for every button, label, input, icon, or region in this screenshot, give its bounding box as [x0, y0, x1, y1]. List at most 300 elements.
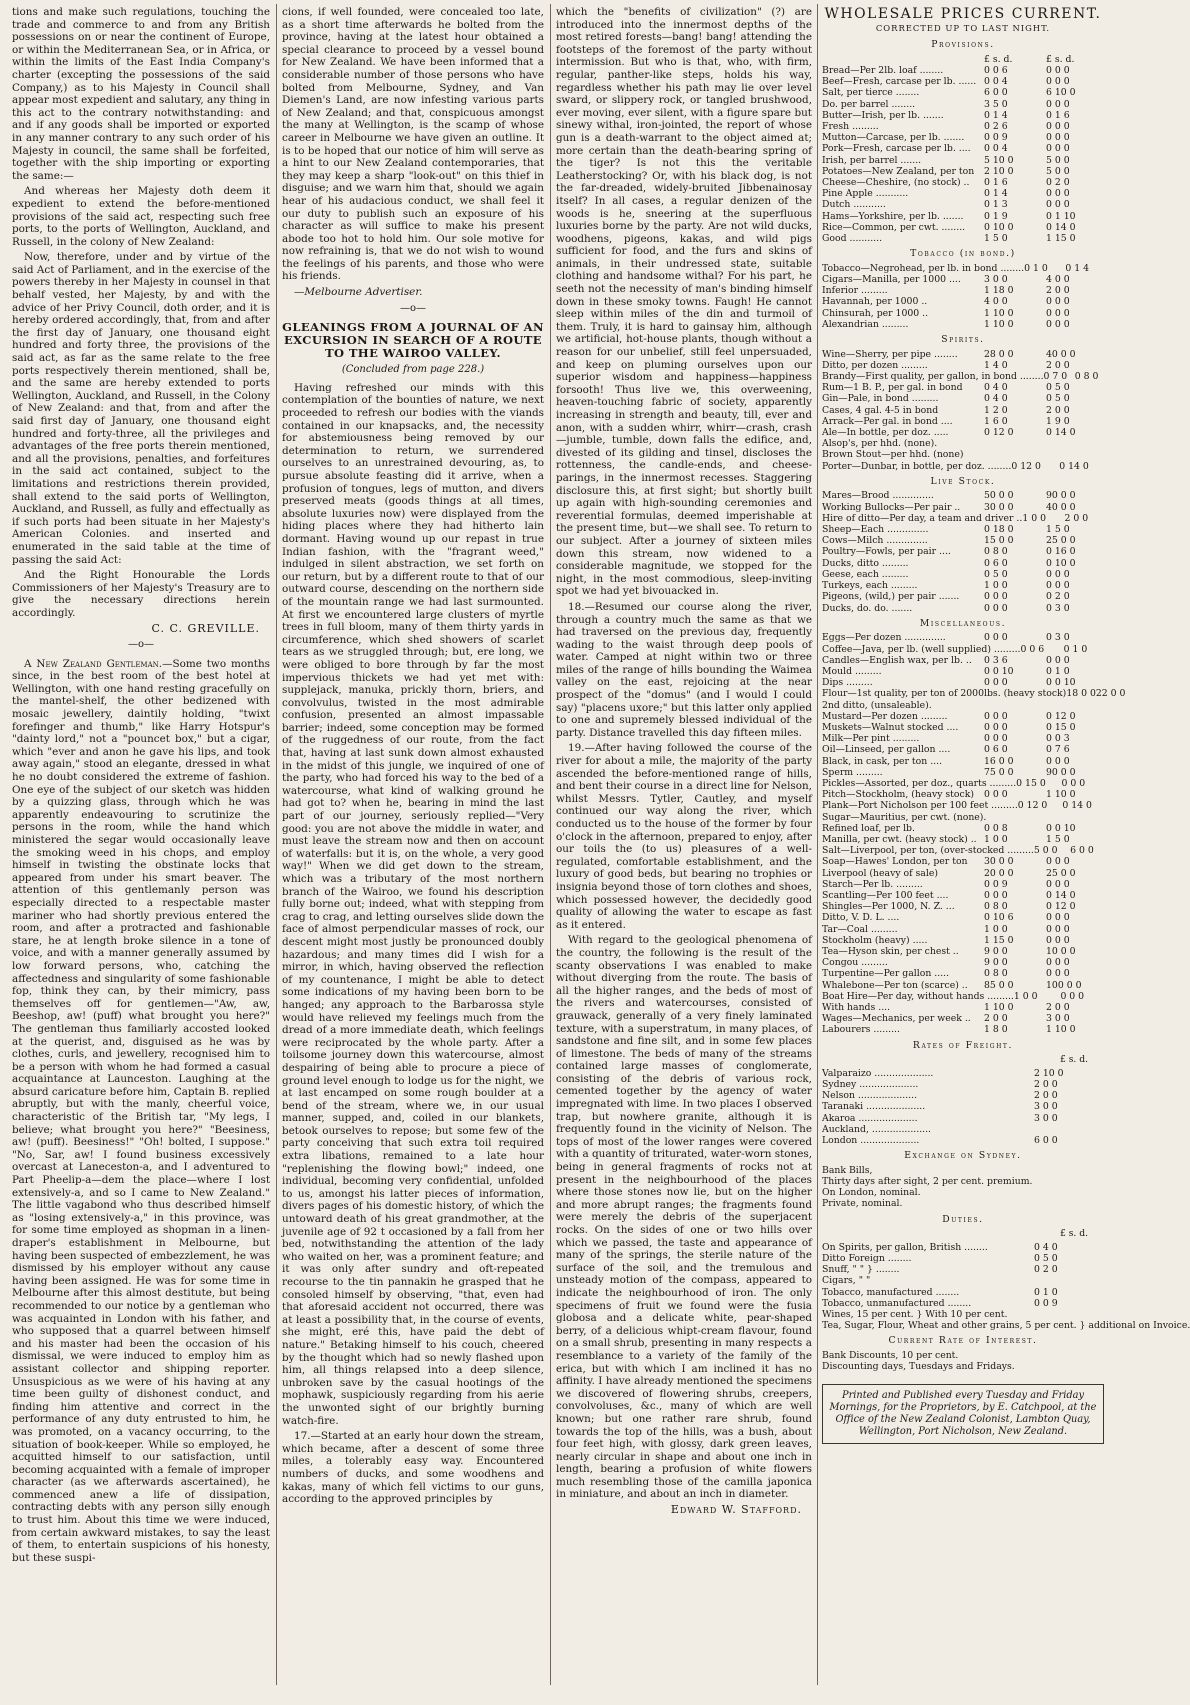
price-value: 0 0 0 — [1046, 143, 1070, 155]
article-body: —Some two months since, in the best room of the best hotel at Wellington, with one hand resting gracefully on the mantel-shelf, the other bedizened with mosaic jewellery, daintily holding, "twixt forefinger and thumb," like Harry Hotspur's "dainty lord," not a "pouncet box," but a cigar, which "ever and anon he gave his lips, and took away again," stood an elegante, dressed in what he no doubt considered the extreme of fashion. One eye of the subject of our sketch was hidden by a quizzing glass, through which he was apparently endeavouring to scrutinize the persons in the room, while the hand which ministered the segar would occasionally leave the smoking weed in his chops, and employ himself in twisting the obstinate locks that appeared from under his smart beaver. The attention of this gentlemanly person was especially directed to a respectable master mariner who had shortly previous entered the room, and after a protracted and fashionable stare, he at length broke silence in a tone of voice, and with a manner generally assumed by low forward persons, who, catching the affectedness and singularity of some fashionable fop, think they can, by their mimicry, pass themselves off for gentlemen—"Aw, aw, Beeshop, aw! (puff) what brought you here?" The gentleman thus familiarly accosted looked at the querist, and, disguised as he was by clothes, curls, and jewellery, recognised him to be a person with whom he had formed a casual acquaintance at Launceston. Laughing at the absurd caricature before him, Captain B. replied abruptly, but with the manly, cheerful voice, characteristic of the British tar, "My legs, I believe; what brought you here?" "Beesiness, aw! (puff). Beesiness!" "Oh! bolted, I suppose." "No, Sar, aw! I found business excessively overcast at Laneceston-a, and I adventured to Part Pheelip-a—dem the place—where I lost extensively-a, and so I came to New Zealand." The little vagabond who thus described himself as "losing extensively-a," in this province, was for some time employed as shopman in a linen-draper's establishment in Melbourne, but having been suspected of embezzlement, he was dismissed by his employer without any cause having been assigned. He was for some time in Melbourne after this almost destitute, but being recommended to our notice by a gentleman who was acquainted in London with his father, and who supposed that a quarrel between himself and his master had been the occasion of his dismissal, we were induced to employ him as assistant collector and shipping reporter. Unsuspicious as we were of his having at any time been guilty of dishonest conduct, and finding him attentive and correct in the performance of any duty entrusted to him, he was promoted, on a vacancy occurring, to the situation of book-keeper. While so employed, he acquitted himself to our satisfaction, until becoming acquainted with a female of improper character (as we afterwards ascertained), he commenced anew a life of dissipation, contracting debts with any person silly enough to trust him. About this time we were induced, from certain awkward mistakes, to say the least of them, to entertain suspicions of his honesty, but these suspi- — [12, 657, 270, 1564]
price-value: 1 5 0 — [1046, 833, 1070, 845]
price-label: Ditto Foreign ........ — [822, 1253, 912, 1265]
price-value: 0 0 0 — [1046, 923, 1070, 935]
price-value: 0 15 0 — [1016, 777, 1046, 789]
info-line: On London, nominal. — [822, 1187, 921, 1199]
price-label: Gin—Pale, in bond ......... — [822, 393, 939, 405]
price-value: 6 0 0 — [984, 87, 1008, 99]
price-value: 2 0 0 — [1034, 1079, 1058, 1090]
price-label: Rice—Common, per cwt. ........ — [822, 221, 966, 233]
price-label: Bread—Per 2lb. loaf ........ — [822, 64, 944, 76]
price-row — [822, 1013, 1104, 1024]
price-value: 0 0 0 — [1046, 934, 1070, 946]
price-label: Milk—Per pint ......... — [822, 733, 920, 745]
price-label: Butter—Irish, per lb. ....... — [822, 109, 944, 121]
article-new-zealand-gentleman — [12, 658, 270, 1565]
price-row — [822, 319, 1104, 330]
price-row — [822, 666, 1104, 677]
price-row — [822, 490, 1104, 501]
price-value: 0 3 0 — [1046, 602, 1070, 614]
info-line: Bank Bills, — [822, 1164, 873, 1176]
price-value: 30 0 0 — [984, 856, 1014, 868]
journal-paragraph: 17.—Started at an early hour down the stream, which became, after a descent of some three miles, a tolerably easy way. Encountered numbers of ducks, and some woodhens and kakas, many of which fell victims to our guns, according to the approved principles by — [282, 1430, 544, 1506]
price-row — [822, 991, 1104, 1002]
price-value: 0 3 0 — [1046, 632, 1070, 644]
price-value: 0 6 0 — [984, 744, 1008, 756]
price-row — [822, 308, 1104, 319]
column-rule — [550, 4, 551, 1685]
price-value: 1 9 0 — [1046, 415, 1070, 427]
price-value: 0 0 0 — [1046, 64, 1070, 76]
price-value: 0 0 0 — [1046, 307, 1070, 319]
freight-heading: Rates of Freight. — [912, 1039, 1014, 1051]
price-value: 100 0 0 — [1046, 979, 1082, 991]
price-value: 0 0 0 — [1046, 318, 1070, 330]
price-value: 0 5 0 — [1046, 382, 1070, 394]
price-value: 40 0 0 — [1046, 348, 1076, 360]
signature: Edward W. Stafford. — [670, 1503, 802, 1517]
column-3 — [556, 6, 812, 1675]
price-value — [984, 449, 1046, 460]
price-value: 0 5 0 — [1046, 393, 1070, 405]
price-row — [822, 502, 1104, 513]
price-value: 0 0 9 — [984, 878, 1008, 890]
info-line: Thirty days after sight, 2 per cent. premium. — [822, 1176, 1033, 1188]
price-value: 5 10 0 — [984, 154, 1014, 166]
price-value: 0 0 0 — [984, 710, 1008, 722]
signature: C. C. GREVILLE. — [151, 621, 260, 635]
price-value: 1 15 0 — [984, 934, 1014, 946]
price-value: 0 1 4 — [1065, 262, 1090, 274]
price-column-header — [822, 54, 1104, 65]
price-value: 1 0 0 — [984, 833, 1008, 845]
price-value: 0 12 0 — [1011, 460, 1041, 472]
price-value: 0 14 0 — [1059, 460, 1089, 472]
price-row — [822, 733, 1104, 744]
price-value: 0 0 3 — [1046, 733, 1070, 745]
price-label: Oil—Linseed, per gallon .... — [822, 744, 951, 756]
price-label: Ditto, per dozen ......... — [822, 359, 928, 371]
price-value — [984, 700, 1046, 711]
price-row — [822, 834, 1104, 845]
journal-paragraph: which the "benefits of civilization" (?) are introduced into the innermost depths of the most retired forests—bang! bang! attending the footsteps of the foremost of the party without intermission. But who is that, who, with firm, regular, panther-like steps, holds his way, regardless whether his path may lie over level sward, or slippery rock, or tangled brushwood, ever moving, ever silent, with a figure spare but sinewy withal, iron-jointed, the report of whose gun is a death-warrant to the object aimed at; more certain than the death-bearing spring of the tiger? Is not this the veritable Leatherstocking? Or, with his black dog, is not the far-dreaded, widely-bruited Jibbenainosay itself? In all cases, a regular denizen of the woods is he, sneering at the superfluous luxuries borne by the party. Are not wild ducks, woodhens, pigeons, kakas, and wild pigs sufficient for food, and the furs and skins of animals, in their undressed state, suitable clothing and handsome withal? For his part, he seeth not the necessity of man's binding himself down in these smoky towns. Faugh! He cannot sleep within miles of the din and turmoil of them. Truly, it is hard to gainsay him, although we artificial, hot-house plants, though without a reason for our unbelief, still feel unpersuaded, and keep on pluming ourselves upon our superior wisdom and happiness—happiness forsooth! Thus live we, this overweening, heaven-touching fabric of society, apparently increasing in strength and beauty, till, ever and anon, with a sudden whirr, whirr—crash, crash—jumble, tumble, down falls the edifice, and, divested of its gilding and tinsel, discloses the rottenness, the candle-ends, and cheese-parings, in the innermost recesses. Staggering disclosure this, at first sight; but shortly built up again with high-sounding ceremonies and reverential formulas, deemed imperishable at the present time, but—we shall see. To return to our subject. After a journey of sixteen miles down this stream, now widened to a considerable magnitude, we stopped for the night, in the most commodious, sleep-inviting spot we had yet bivouacked in. — [556, 6, 812, 598]
article-heading: GLEANINGS FROM A JOURNAL OF AN EXCURSION IN SEARCH OF A ROUTE TO THE WAIROO VALLEY. — [282, 320, 544, 361]
price-label: Mutton—Carcase, per lb. ....... — [822, 132, 965, 144]
price-value: 1 2 0 — [984, 404, 1008, 416]
price-value: 0 15 0 — [1046, 721, 1076, 733]
price-value — [1046, 449, 1104, 460]
article-continuation: cions, if well founded, were concealed too late, as a short time afterwards he bolted from the province, having at the latest hour obtained a special clearance to proceed by a vessel bound for New Zealand. We have been informed that a considerable number of those persons who have bolted from Melbourne, Sydney, and Van Diemen's Land, are now infesting various parts of New Zealand; and that, conspicuous amongst the many at Wellington, is the scamp of whose career in Melbourne we have given an outline. It is to be hoped that our notice of him will serve as a hint to our New Zealand contemporaries, that they may keep a sharp "look-out" on this thief in disguise; and we warn him that, should we again hear of his audacious conduct, we shall feel it our duty to publish such an exposure of his character as will suffice to make his present abode too hot to hold him. Our sole motive for now refraining is, that we do not wish to wound the feelings of his parents, and those who were his friends. — [282, 6, 544, 283]
price-row — [822, 1320, 1190, 1332]
price-value: 0 0 0 — [984, 789, 1008, 801]
price-value: 2 0 0 — [1064, 512, 1089, 524]
price-label: Valparaizo .................... — [822, 1067, 934, 1079]
price-row — [822, 1068, 1104, 1079]
price-value: 0 12 0 — [1046, 710, 1076, 722]
price-value: 0 3 6 — [984, 654, 1008, 666]
price-label: Plank—Port Nicholson per 100 feet ......... — [822, 800, 1018, 812]
price-value: 4 0 0 — [1046, 274, 1070, 286]
price-value: 1 15 0 — [1046, 233, 1076, 245]
price-label: Hams—Yorkshire, per lb. ....... — [822, 210, 964, 222]
price-label: Dips ......... — [822, 677, 873, 689]
prices-subtitle: CORRECTED UP TO LAST NIGHT. — [875, 22, 1051, 33]
price-value: 2 10 0 — [1034, 1067, 1064, 1079]
exchange-list — [822, 1165, 1104, 1210]
price-row — [822, 524, 1104, 535]
price-label: Cigars—Manilla, per 1000 .... — [822, 274, 961, 286]
price-row — [822, 110, 1104, 121]
prices-title: WHOLESALE PRICES CURRENT. — [824, 6, 1102, 22]
price-value: 20 0 0 — [984, 867, 1014, 879]
price-row — [822, 655, 1104, 666]
price-row — [822, 935, 1104, 946]
price-value: 2 0 0 — [1046, 1002, 1070, 1013]
price-value: 16 0 0 — [984, 755, 1014, 767]
price-row — [822, 1079, 1104, 1090]
price-value: 0 0 0 — [1046, 878, 1070, 890]
price-value: 15 0 0 — [984, 535, 1014, 547]
price-value: 0 0 0 — [1046, 912, 1070, 924]
price-value: 0 14 0 — [1046, 889, 1076, 901]
price-label: Ducks, do. do. ....... — [822, 602, 913, 614]
duties-header: £ s. d. — [1059, 1228, 1089, 1240]
price-row — [822, 1242, 1104, 1253]
price-value: 0 0 0 — [1046, 580, 1070, 592]
price-label: Candles—English wax, per lb. .. — [822, 654, 972, 666]
price-row — [822, 461, 1104, 472]
price-label: Eggs—Per dozen .............. — [822, 632, 946, 644]
price-label: Boat Hire—Per day, without hands ......... — [822, 990, 1014, 1002]
price-row — [822, 546, 1104, 557]
price-label: Working Bullocks—Per pair .. — [822, 501, 961, 513]
price-label: Mustard—Per dozen ......... — [822, 710, 948, 722]
price-row — [822, 688, 1126, 700]
price-label: Alexandrian ......... — [822, 318, 909, 330]
price-value: 1 6 0 — [984, 415, 1008, 427]
price-row — [822, 1253, 1104, 1264]
price-row — [822, 427, 1104, 438]
price-value: 40 0 0 — [1046, 501, 1076, 513]
article-subheading: (Concluded from page 228.) — [341, 364, 485, 376]
info-line: Private, nominal. — [822, 1198, 903, 1210]
section-ornament: —o— — [127, 639, 155, 651]
price-row — [822, 211, 1104, 222]
journal-paragraph: Having refreshed our minds with this contemplation of the bounties of nature, we next proceeded to refresh our bodies with the viands contained in our knapsacks, and, the necessity for abstemiousness being removed by our determination to return, we surrendered ourselves to an unrestrained devouring, as, to pursue absolute feasting did it arrive, when a profusion of tongues, legs of mutton, and divers preserved meats (goods things at all times, absolute luxuries now) were displayed from the hiding places where they had hitherto lain dormant. Having wound up our repast in true Indian fashion, with the "fragrant weed," indulged in silent abstraction, we set forth on our return, but by a different route to that of our outward course, descending on the northern side of the mountain range we had last surmounted. At first we encountered large clusters of myrtle trees in full bloom, many of them thirty yards in circumference, which shed showers of scarlet tears as we struggled through; but, ere long, we were obliged to bore through by far the most impervious thickets we had yet met with: supplejack, manuka, prickly thorn, briers, and convolvulus, twisted in the most admirable confusion, presented an almost impassable barrier; indeed, some conception may be formed of the ruggedness of our route, from the fact that, having at last sunk down almost exhausted in the midst of this jungle, we inquired of one of the party, who had forced his way to the bed of a watercourse, what kind of walking ground he had got to? when he, bearing in mind the last part of our journey, seriously replied—"Very good: you are not above the middle in water, and must leave the stream now and then on account of waterfalls: but it is, on the whole, a very good way!" When we did get down to the stream, which was a tributary of the most northern branch of the Wairoo, we found his description fully borne out; indeed, what with stepping from crag to crag, and letting ourselves slide down the face of almost perpendicular masses of rock, our descent might most justly be pronounced doubly hazardous; and many times did I wish for a mirror, in which, having observed the reflection of my countenance, I might be able to detect some indications of my having been born to be hanged; any approach to the Barbarossa style would have relieved my feelings much from the dread of a more immediate death, which feelings were reciprocated by the whole party. After a toilsome journey down this watercourse, almost despairing of being able to procure a piece of ground level enough to lodge us for the night, we at last encamped on some rough boulder at a bend of the stream, where we, in our usual manner, supped, and, coiled in our blankets, betook ourselves to repose; but some few of the party conceiving that such extra toil required extra libations, remained to a late hour "replenishing the flowing bowl;" indeed, one individual, becoming very confidential, unfolded to us, amongst his latter pieces of information, divers pages of his domestic history, of which the untoward death of his great grandmother, at the juvenile age of 92 t occasioned by a fall from her bed, notwithstanding the attention of the lady who waited on her, was a prominent feature; and it was only after sundry and oft-repeated recourse to the tin pannakin he grasped that he consoled himself by observing, "that, even had that aforesaid accident not occurred, there was at least a possibility that, in the course of events, she might, eré this, have paid the debt of nature." Betaking himself to his couch, cheered by the thought which had so newly flashed upon him, all things relapsed into a deep silence, unbroken save by the casual hootings of the mophawk, suspiciously regarding from his aerie the unwonted sight of our brightly burning watch-fire. — [282, 381, 544, 1427]
price-label: Cases, 4 gal. 4-5 in bond — [822, 404, 939, 416]
price-label: Akaroa .................... — [822, 1112, 918, 1124]
price-value: 1 10 0 — [1046, 1024, 1076, 1036]
price-value: 0 1 0 — [1063, 643, 1088, 655]
price-label: Fresh ......... — [822, 121, 879, 132]
price-value: 0 0 0 — [1046, 76, 1070, 88]
price-row — [822, 558, 1104, 569]
price-label: Tea, Sugar, Flour, Wheat and other grains, 5 per cent. } additional on Invoice. — [822, 1320, 1190, 1332]
price-label: Nelson .................... — [822, 1090, 918, 1102]
price-row — [822, 274, 1104, 285]
price-value: 0 1 0 — [1034, 1286, 1058, 1298]
price-label: Brown Stout—per hhd. (none) — [822, 449, 964, 461]
price-row — [822, 121, 1104, 132]
article-lead: A New Zealand Gentleman. — [24, 657, 163, 670]
interest-list — [822, 1350, 1104, 1372]
act-paragraph: And whereas her Majesty doth deem it expedient to extend the before-mentioned provisions of the said act, respecting such free ports, to the ports of Wellington, Auckland, and Russell, in the colony of New Zealand: — [12, 185, 270, 248]
price-label: Pigeons, (wild,) per pair ....... — [822, 591, 960, 603]
price-value: 25 0 0 — [1046, 535, 1076, 547]
price-row — [822, 980, 1104, 991]
price-value: 0 1 4 — [984, 188, 1008, 200]
price-value: 2 0 0 — [1046, 404, 1070, 416]
price-value: 0 0 10 — [1046, 677, 1076, 689]
price-value: 0 14 0 — [1062, 800, 1092, 812]
exchange-heading: Exchange on Sydney. — [904, 1150, 1022, 1162]
act-paragraph: tions and make such regulations, touching the trade and commerce to and from any British possessions on or near the continent of Europe, or within the Mediterranean Sea, or in Africa, or within the limits of the East India Company's charter (excepting the possessions of the said Company,) as to his Majesty in Council shall appear most expedient and salutary, any thing in this act to the contrary notwithstanding: and and if any goods shall be imported or exported in any manner contrary to any such order of his Majesty in council, the same shall be forfeited, together with the ship importing or exporting the same:— — [12, 6, 270, 182]
price-label: London .................... — [822, 1135, 920, 1147]
price-value: 0 0 0 — [1046, 98, 1070, 110]
price-label: Turkeys, each ......... — [822, 580, 918, 592]
price-value: 2 0 0 — [1046, 359, 1070, 371]
price-label: Pitch—Stockholm, (heavy stock) — [822, 789, 974, 801]
freight-header: £ s. d. — [1059, 1054, 1089, 1066]
price-label: Manilla, per cwt. (heavy stock) .. — [822, 833, 977, 845]
price-row — [822, 569, 1104, 580]
prices-current-column — [822, 6, 1190, 1675]
price-label: Ditto, V. D. L. .... — [822, 912, 900, 924]
price-row — [822, 65, 1104, 76]
act-paragraph: Now, therefore, under and by virtue of the said Act of Parliament, and in the exercise of the powers thereby in her Majesty in counsel in that behalf vested, her Majesty, by and with the advice of her Privy Council, doth order, and it is hereby ordered accordingly, that, from and after the first day of January, one thousand eight hundred and forty three, the provisions of the said act, as far as the same relate to the free ports respectively therein mentioned, shall be, and the same are hereby extended to ports Wellington, Auckland, and Russell, in the Colony of New Zealand: and that, from and after the said first day of January, one thousand eight hundred and forty-three, all the privileges and advantages of the free ports therein mentioned, and all the provisions, penalties, and forfeitures in the said act contained, subject to the limitations and restrictions therein provided, shall extend to the said ports of Wellington, Auckland, and Russell, as fully and effectually as if such ports had been situate in her Majesty's American Colonies. and inserted and enumerated in the said table at the time of passing the said Act: — [12, 251, 270, 566]
price-value: 0 2 0 — [1046, 591, 1070, 603]
price-row — [822, 1275, 1104, 1286]
price-row — [822, 188, 1104, 199]
duties-table — [822, 1241, 1190, 1332]
price-label: Refined loaf, per lb. — [822, 822, 915, 834]
price-label: Ducks, ditto ......... — [822, 557, 909, 569]
price-value: 0 2 0 — [1046, 177, 1070, 189]
price-row — [822, 946, 1104, 957]
price-value: 3 0 0 — [1034, 1112, 1058, 1124]
price-value: 0 5 0 — [1034, 1253, 1058, 1265]
price-value — [1034, 1124, 1104, 1135]
price-row — [822, 233, 1104, 244]
price-label: Whalebone—Per ton (scarce) .. — [822, 979, 968, 991]
price-label: Havannah, per 1000 .. — [822, 296, 928, 308]
price-value: 0 0 10 — [984, 665, 1014, 677]
price-label: Tea—Hyson skin, per chest .. — [822, 945, 959, 957]
price-value: 22 0 0 — [1095, 688, 1126, 700]
price-value: 0 0 0 — [1046, 121, 1070, 132]
price-row — [822, 1264, 1104, 1275]
price-value: 1 18 0 — [984, 285, 1014, 297]
price-row — [822, 296, 1104, 307]
price-label: Black, in cask, per ton .... — [822, 755, 943, 767]
section-ornament: —o— — [399, 302, 427, 314]
price-section-heading: Live Stock. — [930, 475, 996, 487]
price-label: Shingles—Per 1000, N. Z. ... — [822, 901, 955, 913]
price-value: 0 8 0 — [984, 546, 1008, 558]
price-label: Pork—Fresh, carcase per lb. .... — [822, 143, 971, 155]
price-value: 0 0 0 — [1046, 654, 1070, 666]
price-label: With hands .... — [822, 1002, 891, 1013]
price-value: 0 1 6 — [984, 177, 1008, 189]
price-row — [822, 1135, 1104, 1146]
price-value — [1047, 812, 1104, 823]
price-label: Geese, each ......... — [822, 568, 909, 580]
price-section-heading: Miscellaneous. — [919, 617, 1007, 629]
price-value: 0 0 0 — [1046, 132, 1070, 144]
price-row — [822, 812, 1104, 823]
price-value: 0 5 0 — [984, 568, 1008, 580]
price-value: 0 10 6 — [984, 912, 1014, 924]
price-value: 0 0 0 — [984, 591, 1008, 603]
price-value: 0 0 0 — [1046, 296, 1070, 308]
price-value: 18 0 0 — [1066, 688, 1096, 700]
price-value: 0 0 4 — [984, 143, 1008, 155]
price-value: 50 0 0 — [984, 490, 1014, 502]
price-value: 0 2 6 — [984, 121, 1008, 132]
price-label: Alsop's, per hhd. (none). — [822, 438, 938, 450]
price-value: 75 0 0 — [984, 766, 1014, 778]
price-row — [822, 711, 1104, 722]
price-row — [822, 700, 1104, 711]
price-row — [822, 222, 1104, 233]
price-row — [822, 199, 1104, 210]
price-value: 0 14 0 — [1046, 427, 1076, 439]
price-row — [822, 1298, 1104, 1309]
price-row — [822, 1024, 1104, 1035]
price-row — [822, 823, 1104, 834]
price-value: 0 16 0 — [1046, 546, 1076, 558]
price-row — [822, 438, 1104, 449]
price-row — [822, 99, 1104, 110]
price-value: 2 10 0 — [984, 165, 1014, 177]
journal-paragraph: With regard to the geological phenomena of the country, the following is the result of the scanty observations I was enabled to make without diverging from the route. The basis of all the higher ranges, and the beds of most of the rivers and watercourses, consisted of grauwack, generally of a very finely laminated texture, with a superstratum, in many places, of sandstone and fine silt, and in some few places of limestone. The beds of many of the streams contained large masses of conglomerate, consisting of the debris of various rock, cemented together by the agency of water impregnated with lime. In two places I observed trap, but nowhere granite, although it is frequently found in the vicinity of Nelson. The tops of most of the lower ranges were covered with a quantity of triturated, water-worn stones, being in general fragments of rocks not at present in the neighbourhood of the places where those stones now lie, but on the higher and more abrupt ranges; the fragments found were merely the debris of the superjacent rocks. On the sides of one or two hills over which we passed, the taste and appearance of many of the springs, the sterile nature of the surface of the soil, and the tremulous and unsteady motion of the compass, appeared to indicate the neighbourhood of iron. The only specimens of fruit we found were the fusia globosa and a delicate white, pear-shaped berry, of a delicious whipt-cream flavour, found on a small shrub, presenting in many respects a resemblance to a variety of the family of the erica, but with which I am inclined it has no affinity. I have already mentioned the specimens we discovered of flowering shrubs, creepers, convolvoluses, &c., many of which are well known; but one rather rare shrub, found towards the top of the hills, was a bush, about four feet high, with glossy, dark green leaves, nearly circular in shape and about one inch in length, bearing a profusion of white flowers much resembling those of the camilla japonica in miniature, and about an inch in diameter. — [556, 934, 812, 1501]
price-row — [822, 166, 1104, 177]
price-value: 0 8 0 — [1074, 371, 1099, 383]
price-label: Poultry—Fowls, per pair .... — [822, 546, 951, 558]
price-row — [822, 371, 1104, 382]
price-row — [822, 1090, 1104, 1101]
price-row — [822, 1101, 1104, 1112]
price-value: 0 0 0 — [984, 721, 1008, 733]
column-rule — [817, 4, 818, 1685]
price-section-heading: Spirits. — [941, 334, 985, 346]
price-value: 0 0 9 — [984, 132, 1008, 144]
price-row — [822, 789, 1104, 800]
price-value: 0 0 6 — [984, 64, 1008, 76]
price-value: 0 7 0 — [1043, 371, 1068, 383]
price-label: Potatoes—New Zealand, per ton — [822, 165, 975, 177]
price-value: 0 14 0 — [1046, 221, 1076, 233]
price-value: 28 0 0 — [984, 348, 1014, 360]
price-value — [1046, 700, 1104, 711]
column-rule — [276, 4, 277, 1685]
price-value: 0 0 0 — [1046, 199, 1070, 211]
price-row — [822, 722, 1104, 733]
price-row — [822, 632, 1104, 643]
price-value: 9 0 0 — [984, 945, 1008, 957]
price-value: 0 0 8 — [984, 822, 1008, 834]
price-row — [822, 177, 1104, 188]
price-value: 1 0 0 — [984, 580, 1008, 592]
price-value: 90 0 0 — [1046, 490, 1076, 502]
price-label: Pine Apple ........... — [822, 188, 909, 200]
info-line: Discounting days, Tuesdays and Fridays. — [822, 1361, 1015, 1373]
price-label: Sperm ......... — [822, 766, 883, 778]
price-row — [822, 744, 1104, 755]
price-row — [822, 879, 1104, 890]
journal-paragraph: 18.—Resumed our course along the river, through a country much the same as that we had traversed on the previous day, frequently wading to the waist through deep pools of water. Camped at night within two or three miles of the range of hills bounding the Waimea valley on the east, rejoicing at the near prospect of the "domus" (and I would I could say) "placens uxore;" but this latter only applied to one and supremely blessed individual of the party. Distance travelled this day fifteen miles. — [556, 600, 812, 739]
price-value: 2 0 0 — [1046, 285, 1070, 297]
price-value: 0 1 4 — [984, 109, 1008, 121]
article-source: —Melbourne Advertiser. — [294, 286, 423, 299]
price-label: Snuff, " " } ........ — [822, 1264, 900, 1276]
price-row — [822, 132, 1104, 143]
price-value: 3 0 0 — [1046, 1013, 1070, 1025]
price-row — [822, 800, 1104, 811]
price-value: 0 1 6 — [1046, 109, 1070, 121]
price-row — [822, 957, 1104, 968]
price-value: 6 10 0 — [1046, 87, 1076, 99]
price-value: 3 0 0 — [984, 274, 1008, 286]
price-label: Sugar—Mauritius, per cwt. (none). — [822, 811, 987, 823]
price-value: 10 0 0 — [1046, 945, 1076, 957]
price-row — [822, 285, 1104, 296]
price-value: 0 6 0 — [984, 557, 1008, 569]
price-value: 0 0 10 — [1046, 822, 1076, 834]
price-label: Ale—In bottle, per doz. ..... — [822, 427, 949, 439]
price-row — [822, 778, 1104, 789]
act-paragraph: And the Right Honourable the Lords Commissioners of her Majesty's Treasury are to give the necessary directions herein accordingly. — [12, 569, 270, 619]
price-label: Dutch ........... — [822, 199, 886, 211]
price-value: 1 4 0 — [984, 359, 1008, 371]
price-label: Stockholm (heavy) ..... — [822, 934, 928, 946]
price-value: 2 0 0 — [1034, 1090, 1058, 1102]
price-label: Scantling—Per 100 feet .... — [822, 889, 949, 901]
price-label: Auckland, .................... — [822, 1123, 932, 1135]
price-value — [1034, 1275, 1104, 1286]
price-row — [822, 416, 1104, 427]
price-row — [822, 76, 1104, 87]
price-label: Tobacco, manufactured ........ — [822, 1286, 960, 1298]
price-value: 1 8 0 — [984, 1024, 1008, 1036]
price-value: 0 0 0 — [1046, 568, 1070, 580]
price-row — [822, 845, 1104, 856]
price-value: 0 1 10 — [1046, 210, 1076, 222]
price-label: Sheep—Each .............. — [822, 524, 929, 536]
price-value: 0 0 0 — [1046, 188, 1070, 200]
price-label: Chinsurah, per 1000 .. — [822, 307, 929, 319]
price-value: 0 10 0 — [1046, 557, 1076, 569]
price-value: 0 8 0 — [984, 968, 1008, 980]
price-label: Porter—Dunbar, in bottle, per doz. ........ — [822, 460, 1012, 472]
price-row — [822, 756, 1104, 767]
price-label: Tobacco, unmanufactured ........ — [822, 1297, 972, 1309]
price-value: 0 2 0 — [1034, 1264, 1058, 1276]
price-value: 1 10 0 — [984, 307, 1014, 319]
price-value — [984, 438, 1046, 449]
price-sections — [822, 39, 1126, 1036]
price-label: Salt, per tierce ........ — [822, 87, 920, 99]
price-value: 0 1 9 — [984, 210, 1008, 222]
price-value: 1 5 0 — [1046, 524, 1070, 536]
price-row — [822, 856, 1104, 867]
price-value: 0 1 3 — [984, 199, 1008, 211]
price-row — [822, 901, 1104, 912]
interest-heading: Current Rate of Interest. — [888, 1335, 1038, 1347]
price-row — [822, 360, 1104, 371]
price-label: Mares—Brood .............. — [822, 490, 934, 502]
price-value — [1034, 1309, 1104, 1320]
